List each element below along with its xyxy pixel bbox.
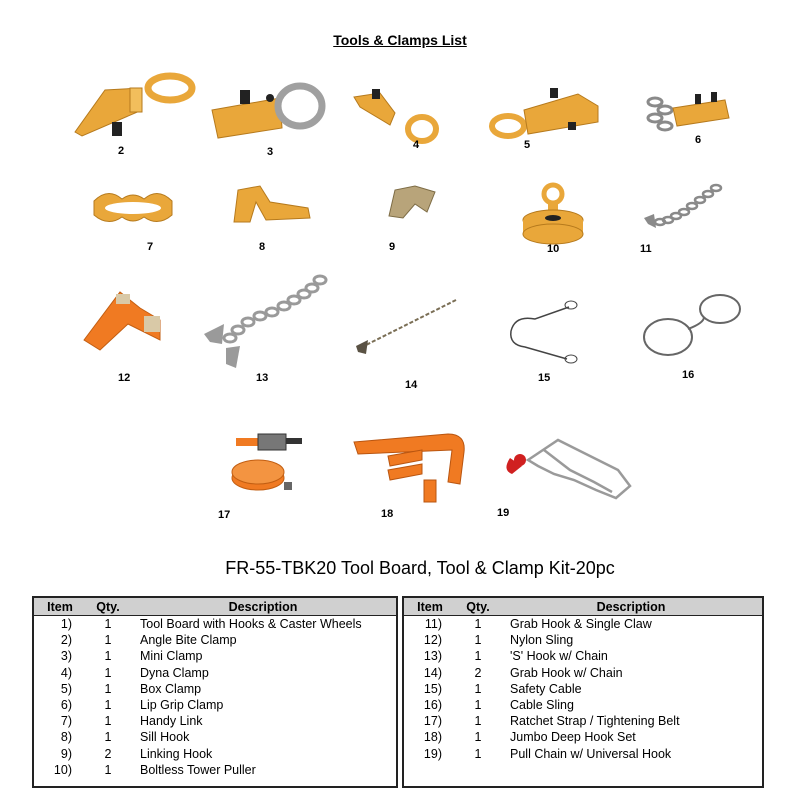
item-description: Dyna Clamp [140,665,209,680]
table-row [34,729,396,745]
header-qty: Qty. [456,598,500,616]
tool-number-2: 2 [118,145,125,157]
item-number: 3) [60,649,72,664]
tool-number-3: 3 [267,146,274,158]
item-qty: 1 [104,665,112,680]
tool-number-12: 12 [118,372,131,384]
table-row [34,616,396,633]
item-qty: 2 [104,746,112,761]
item-qty: 1 [104,730,112,745]
item-number: 7) [60,714,72,729]
item-number: 10) [53,762,72,777]
item-number: 8) [60,730,72,745]
table-row [34,665,396,681]
ratchet-strap-image [228,430,308,500]
items-table-left [32,596,398,788]
page-title: Tools & Clamps List [333,32,467,48]
lip-grip-clamp-image [645,90,735,135]
table-row [404,616,762,633]
table-row [404,729,762,745]
item-description: Sill Hook [140,730,190,745]
item-qty: 1 [474,633,482,648]
angle-bite-clamp-image [70,70,200,145]
item-number: 15) [423,681,442,696]
tool-number-6: 6 [695,134,702,146]
s-hook-chain-image [200,272,330,372]
tool-number-15: 15 [538,372,551,384]
item-description: Lip Grip Clamp [140,698,224,713]
table-row [404,697,762,713]
jumbo-deep-hook-image [348,428,473,508]
table-row [404,632,762,648]
item-qty: 2 [474,665,482,680]
tool-number-10: 10 [547,243,560,255]
item-number: 4) [60,665,72,680]
nylon-sling-image [80,288,170,358]
item-description: Linking Hook [140,746,213,761]
tool-number-19: 19 [497,507,510,519]
item-description: Pull Chain w/ Universal Hook [510,746,672,761]
item-description: Box Clamp [140,681,202,696]
item-qty: 1 [474,730,482,745]
table-row [34,713,396,729]
tool-number-17: 17 [218,509,231,521]
item-qty: 1 [474,649,482,664]
item-description: Safety Cable [510,681,582,696]
header-qty: Qty. [86,598,130,616]
item-qty: 1 [104,762,112,777]
item-description: Grab Hook & Single Claw [510,617,652,632]
item-qty: 1 [474,617,482,632]
table-row [34,746,396,762]
tool-number-18: 18 [381,508,394,520]
item-number: 16) [423,698,442,713]
table-row [404,681,762,697]
table-row [404,665,762,681]
header-item: Item [404,598,456,616]
item-number: 17) [423,714,442,729]
grab-hook-chain-image [352,296,462,358]
tool-number-9: 9 [389,241,396,253]
item-number: 14) [423,665,442,680]
table-row [34,681,396,697]
mini-clamp-image [210,80,330,145]
item-number: 12) [423,633,442,648]
table-header-row [404,598,762,616]
item-qty: 1 [474,681,482,696]
table-row [404,713,762,729]
tool-number-4: 4 [413,139,420,151]
item-qty: 1 [104,714,112,729]
header-item: Item [34,598,86,616]
grab-hook-single-claw-image [638,182,723,237]
kit-title: FR-55-TBK20 Tool Board, Tool & Clamp Kit-20pc [225,558,615,578]
item-qty: 1 [474,714,482,729]
item-description: Handy Link [140,714,203,729]
linking-hook-image [385,182,440,222]
sill-hook-image [230,182,315,232]
tool-number-13: 13 [256,372,269,384]
safety-cable-image [505,295,580,365]
item-number: 19) [423,746,442,761]
item-description: Cable Sling [510,698,574,713]
item-number: 13) [423,649,442,664]
item-description: Tool Board with Hooks & Caster Wheels [140,617,362,632]
item-number: 1) [60,617,72,632]
tool-number-5: 5 [524,139,531,151]
item-description: Boltless Tower Puller [140,762,256,777]
item-description: 'S' Hook w/ Chain [510,649,608,664]
items-table-right [402,596,764,788]
item-description: Jumbo Deep Hook Set [510,730,636,745]
item-qty: 1 [104,617,112,632]
boltless-tower-puller-image [515,180,585,245]
table-row [404,648,762,664]
table-row [34,697,396,713]
table-header-row [34,598,396,616]
header-description: Description [130,598,396,616]
item-qty: 1 [474,698,482,713]
handy-link-image [88,185,178,230]
item-qty: 1 [104,698,112,713]
item-description: Angle Bite Clamp [140,633,237,648]
cable-sling-image [638,285,748,365]
item-description: Ratchet Strap / Tightening Belt [510,714,680,729]
item-number: 5) [60,681,72,696]
item-qty: 1 [474,746,482,761]
item-description: Grab Hook w/ Chain [510,665,623,680]
item-number: 11) [424,617,442,632]
item-number: 9) [60,746,72,761]
item-qty: 1 [104,681,112,696]
header-description: Description [500,598,762,616]
item-qty: 1 [104,633,112,648]
tool-number-7: 7 [147,241,154,253]
table-row [404,746,762,762]
pull-chain-universal-hook-image [498,430,638,510]
tool-number-11: 11 [640,243,652,255]
item-number: 6) [60,698,72,713]
table-row [34,762,396,778]
table-row [34,632,396,648]
tool-number-8: 8 [259,241,266,253]
item-number: 2) [60,633,72,648]
dyna-clamp-image [350,85,445,150]
item-number: 18) [423,730,442,745]
box-clamp-image [488,80,618,150]
item-description: Nylon Sling [510,633,574,648]
table-row [34,648,396,664]
tool-number-16: 16 [682,369,695,381]
item-qty: 1 [104,649,112,664]
item-description: Mini Clamp [140,649,203,664]
tool-number-14: 14 [405,379,418,391]
